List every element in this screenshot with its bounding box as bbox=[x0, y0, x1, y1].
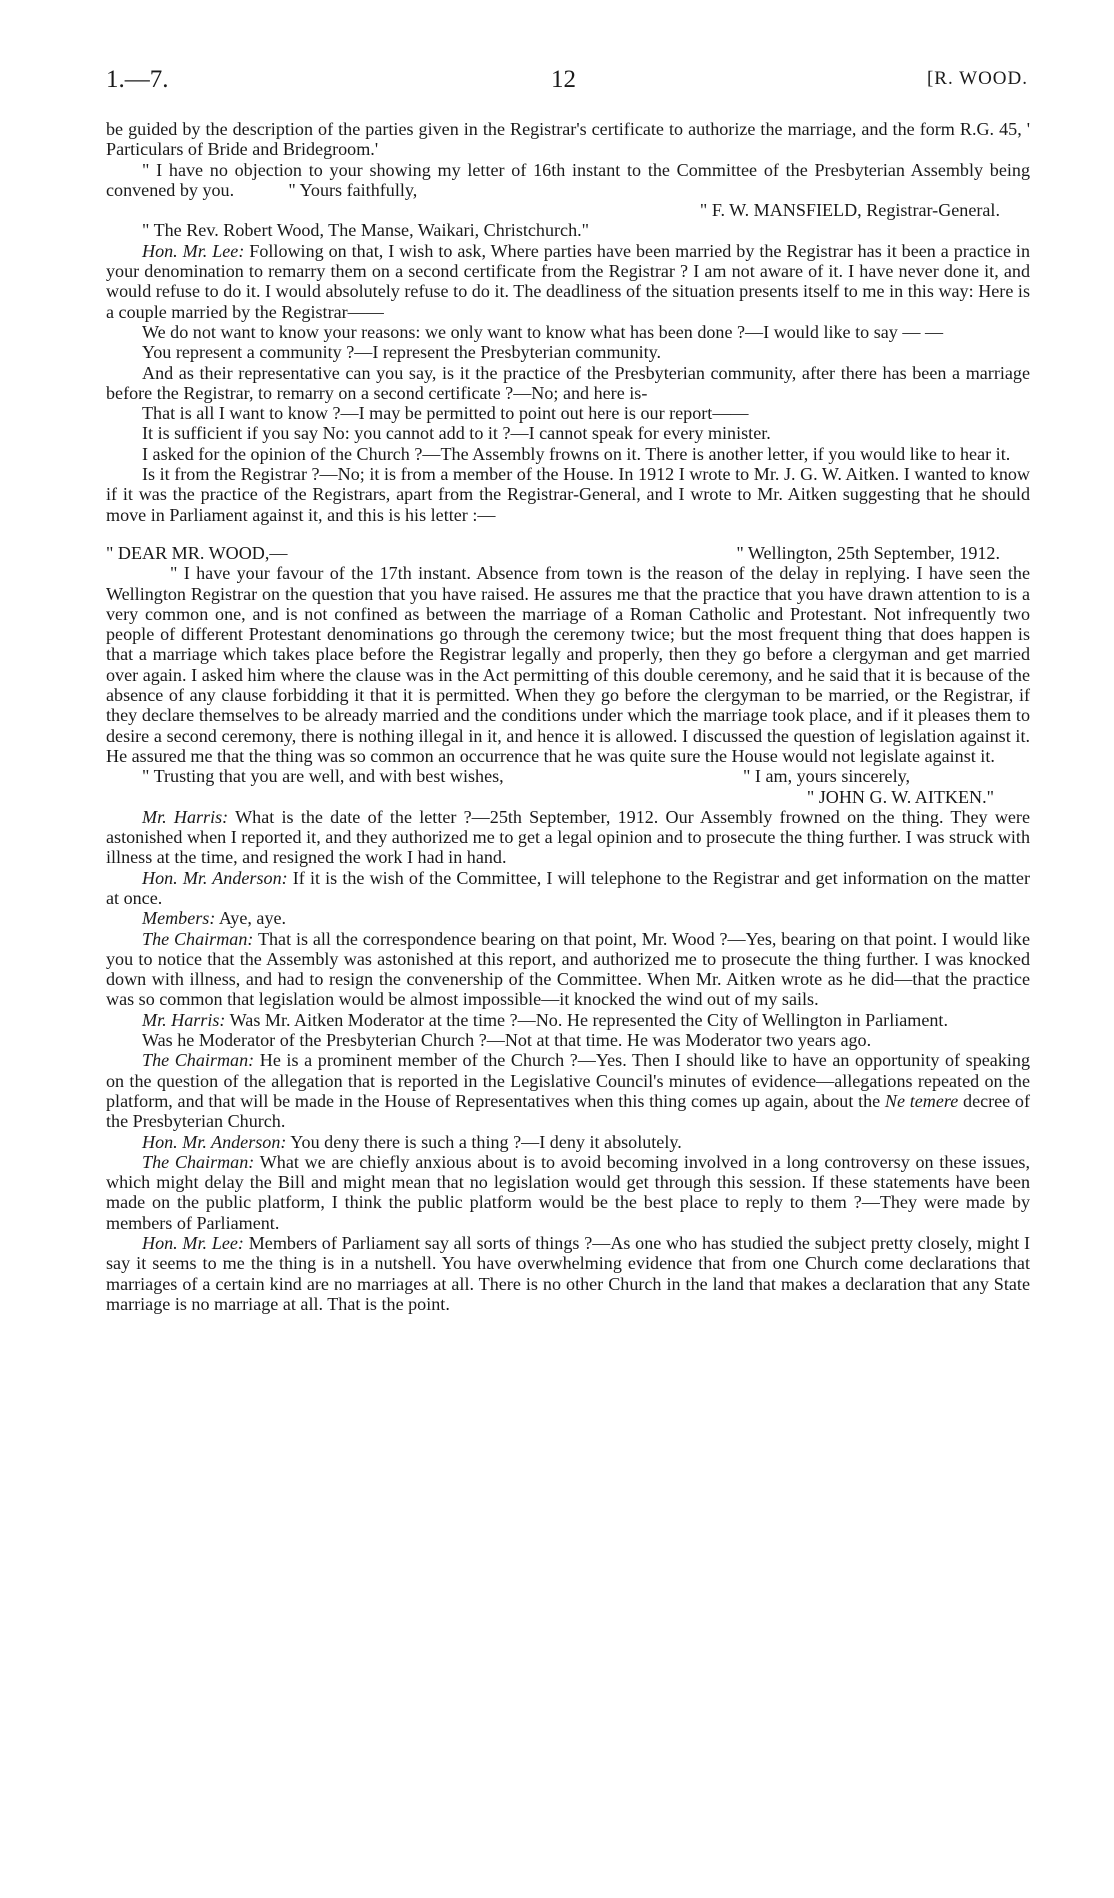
witness-name: [R. WOOD. bbox=[926, 68, 1028, 89]
letter-signature: " F. W. MANSFIELD, Registrar-General. bbox=[699, 200, 1000, 221]
letter-address: " The Rev. Robert Wood, The Manse, Waikari, Christchurch." bbox=[142, 220, 590, 241]
paragraph-text: You deny there is such a thing ?—I deny it absolutely. bbox=[290, 1131, 682, 1152]
paragraph bbox=[106, 241, 1030, 322]
letter-salutation: " DEAR MR. WOOD,— bbox=[106, 542, 288, 563]
page-number: 12 bbox=[551, 66, 576, 93]
document-body bbox=[106, 119, 1030, 1314]
paragraph bbox=[106, 807, 1030, 868]
paragraph bbox=[106, 160, 1030, 201]
letter-heading bbox=[106, 543, 1030, 563]
letter-body: " I have your favour of the 17th instant. Absence from town is the reason of the delay in replying. I have seen the Wellington Registrar on the question that you have raised. He assures me that the practice that you have drawn attention to is a very common one, and is not confined as between the marriage of a Roman Catholic and Protestant. Not infrequently two people of different Protestant denominations go through the ceremony twice; but the most frequent thing that does happen is that a marriage which takes place before the Registrar legally and properly, then they go before a clergyman and get married over again. I asked him where the clause was in the Act permitting of this double ceremony, and he said that it is because of the absence of any clause forbidding it that it is permitted. When they go before the clergyman to be married, or the Registrar, if they declare themselves to be already married and the conditions under which the marriage took place, and if it pleases them to desire a second ceremony, there is nothing illegal in it, and hence it is allowed. I discussed the question of legislation against it. He assured me that the thing was so common an occurrence that he was quite sure the House would not legislate against it. bbox=[106, 563, 1030, 766]
paragraph: I asked for the opinion of the Church ?—The Assembly frowns on it. There is another letter, if you would like to hear it. bbox=[142, 443, 1011, 464]
paragraph: be guided by the description of the parties given in the Registrar's certificate to authorize the marriage, and the form R.G. 45, ' Particulars of Bride and Bridegroom.' bbox=[106, 119, 1030, 160]
paragraph-text: Members of Parliament say all sorts of things ?—As one who has studied the subject pretty closely, might I say it seems to me the thing is in a nutshell. You have overwhelming evidence that from one Church come declarations that marriages of a certain kind are no marriages at all. There is no other Church in the land that makes a declaration that any State marriage is no marriage at all. That is the point. bbox=[106, 1233, 1030, 1314]
letter-closing: " Yours faithfully, bbox=[288, 179, 418, 200]
letter-wishes: " Trusting that you are well, and with best wishes, bbox=[142, 766, 504, 787]
speaker: Hon. Mr. Anderson: bbox=[142, 867, 288, 888]
paragraph: And as their representative can you say, is it the practice of the Presbyterian community, after there has been a marriage before the Registrar, to remarry on a second certificate ?—No; and here is- bbox=[106, 362, 1030, 403]
paragraph-text: What is the date of the letter ?—25th September, 1912. Our Assembly frowned on the thing. They were astonished when I reported it, and they authorized me to get a legal opinion and to prosecute the thing further. I was struck with illness at the time, and resigned the work I had in hand. bbox=[106, 806, 1030, 868]
page-header bbox=[106, 66, 1028, 100]
paragraph bbox=[106, 1132, 1030, 1152]
paragraph bbox=[106, 868, 1030, 909]
letter-closing-row bbox=[106, 766, 1030, 786]
speaker: The Chairman: bbox=[142, 928, 254, 949]
speaker: Hon. Mr. Anderson: bbox=[142, 1131, 287, 1152]
paragraph bbox=[106, 1050, 1030, 1131]
paragraph bbox=[106, 929, 1030, 1010]
paragraph: It is sufficient if you say No: you cannot add to it ?—I cannot speak for every minister. bbox=[142, 423, 771, 444]
paragraph bbox=[106, 1152, 1030, 1233]
paragraph bbox=[106, 1233, 1030, 1314]
letter-date: " Wellington, 25th September, 1912. bbox=[736, 542, 1000, 563]
letter-signature: " JOHN G. W. AITKEN." bbox=[806, 786, 994, 807]
paragraph: Was he Moderator of the Presbyterian Church ?—Not at that time. He was Moderator two years ago. bbox=[142, 1030, 872, 1051]
latin-term: Ne temere bbox=[884, 1090, 959, 1111]
speaker: Members: bbox=[142, 908, 216, 929]
letter-closing: " I am, yours sincerely, bbox=[743, 766, 910, 787]
spacer bbox=[106, 525, 1030, 543]
paragraph-text: " I have no objection to your showing my letter of 16th instant to the Committee of the Presbyterian Assembly being convened by you. bbox=[106, 159, 1030, 200]
paragraph-text: What we are chiefly anxious about is to avoid becoming involved in a long controversy on these issues, which might delay the Bill and might mean that no legislation would get through this session. If these statements have been made on the public platform, I think the public platform would be the best place to reply to them ?—They were made by members of Parliament. bbox=[106, 1151, 1030, 1233]
paragraph-text: Was Mr. Aitken Moderator at the time ?—No. He represented the City of Wellington in Parliament. bbox=[229, 1009, 948, 1030]
paragraph: That is all I want to know ?—I may be permitted to point out here is our report—— bbox=[142, 403, 749, 424]
paragraph: Is it from the Registrar ?—No; it is from a member of the House. In 1912 I wrote to Mr. J. G. W. Aitken. I wanted to know if it was the practice of the Registrars, apart from the Registrar-General, and I wrote to Mr. Aitken suggesting that he should move in Parliament against it, and this is his letter :— bbox=[106, 464, 1030, 525]
paragraph: You represent a community ?—I represent the Presbyterian community. bbox=[142, 342, 662, 363]
speaker: Mr. Harris: bbox=[142, 1009, 226, 1030]
paragraph-text: If it is the wish of the Committee, I will telephone to the Registrar and get information on the matter at once. bbox=[106, 867, 1030, 908]
speaker: Hon. Mr. Lee: bbox=[142, 1233, 244, 1254]
speaker: The Chairman: bbox=[142, 1050, 255, 1071]
paragraph bbox=[106, 1010, 1030, 1030]
paragraph-text: Aye, aye. bbox=[218, 908, 287, 929]
paper-number: 1.—7. bbox=[106, 66, 169, 93]
speaker: The Chairman: bbox=[142, 1151, 255, 1172]
paragraph-text: He is a prominent member of the Church ?—Yes. Then I should like to have an opportunity of speaking on the question of the allegation that is reported in the Legislative Council's minutes of evidence—allegations repeated on the platform, and that will be made in the House of Representatives when this thing comes up again, about the bbox=[106, 1050, 1030, 1111]
speaker: Hon. Mr. Lee: bbox=[142, 240, 245, 261]
paragraph: We do not want to know your reasons: we only want to know what has been done ?—I would like to say — — bbox=[142, 321, 944, 342]
paragraph-text: That is all the correspondence bearing on that point, Mr. Wood ?—Yes, bearing on that point. I would like you to notice that the Assembly was astonished at this report, and authorized me to prosecute the thing further. I was knocked down with illness, and had to resign the convenership of the Committee. When Mr. Aitken wrote as he did—that the practice was so common that legislation would be almost impossible—it knocked the wind out of my sails. bbox=[106, 928, 1030, 1010]
paragraph-text: decree of the Presbyterian Church. bbox=[106, 1090, 1030, 1132]
speaker: Mr. Harris: bbox=[142, 806, 229, 827]
paragraph bbox=[106, 908, 1030, 928]
paragraph-text: Following on that, I wish to ask, Where parties have been married by the Registrar has it been a practice in your denomination to remarry them on a second certificate from the Registrar ? I am not aware of it. I have never done it, and would refuse to do it. I would absolutely refuse to do it. The deadliness of the situation presents itself to me in this way: Here is a couple married by the Registrar—— bbox=[106, 240, 1030, 322]
